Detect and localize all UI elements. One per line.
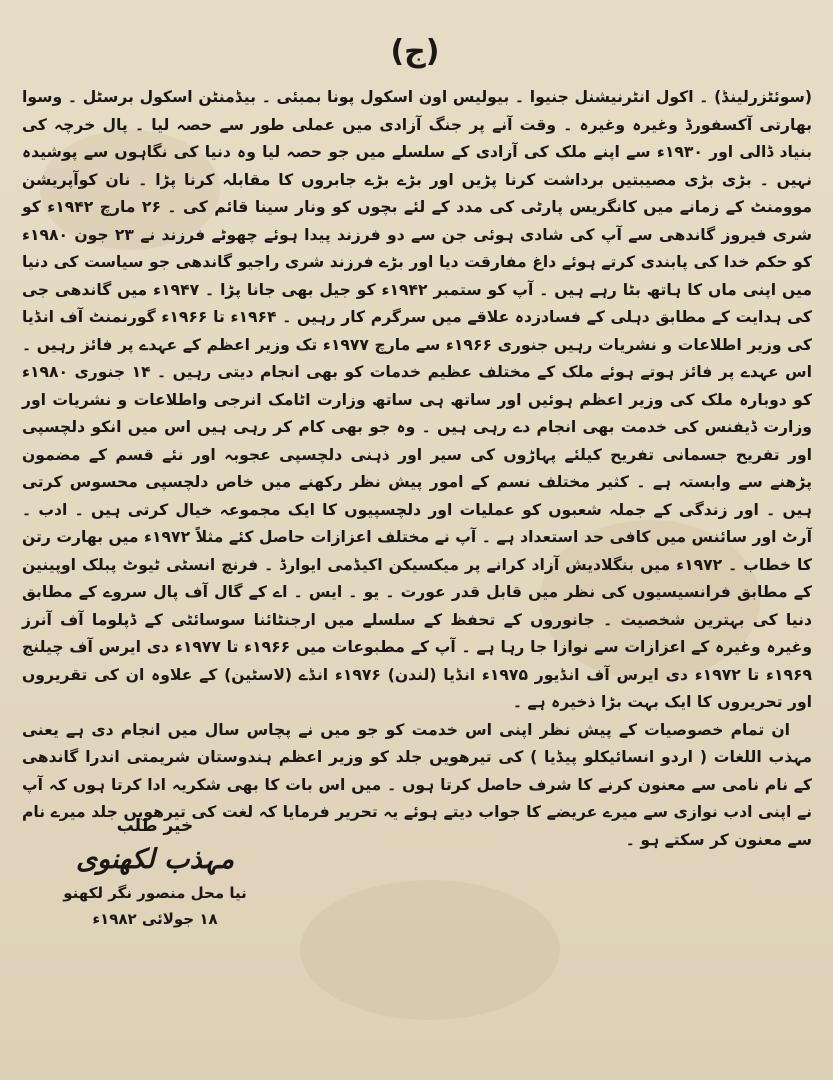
paragraph-biography: (سوئٹزرلینڈ) ۔ اکول انٹرنیشنل جنیوا ۔ بیولیس اون اسکول پونا بمبئی ۔ بیڈمنٹن اسکول برسٹل ۔ وسوا بھارتی آکسفورڈ وغیرہ وغیرہ ۔ وقت آنے پر جنگ آزادی میں عملی طور سے حصہ لیا ۔ پال خرچہ کی بنیاد ڈالی اور ۱۹۳۰ء سے اپنے ملک کی آزادی کے سلسلے میں جو حصہ لیا وہ دنیا کی نگاہوں سے پوشیدہ نہیں ۔ بڑی بڑی مصیبتیں برداشت کرنا پڑیں اور بڑے بڑے جابروں کا مقابلہ کرنا پڑا ۔ نان کوآپریشن موومنٹ کے زمانے میں کانگریس پارٹی کی مدد کے لئے بچوں کو ونار سینا قائم کی ۔ ۲۶ مارچ ۱۹۴۲ء کو شری فیروز گاندھی سے آپ کی شادی ہوئی جن سے دو فرزند پیدا ہوئے چھوٹے فرزند نے ۲۳ جون ۱۹۸۰ء کو حکم خدا کی پابندی کرتے ہوئے داغ مفارقت دیا اور بڑے فرزند شری راجیو گاندھی جو سیاست کی دنیا میں اپنی ماں کا ہاتھ بٹا رہے ہیں ۔ آپ کو ستمبر ۱۹۴۲ء کو جیل بھی جانا پڑا ۔ ۱۹۴۷ء میں گاندھی جی کی ہدایت کے مطابق دہلی کے فسادزدہ علاقے میں سرگرم کار رہیں ۔ ۱۹۶۴ء تا ۱۹۶۶ء گورنمنٹ آف انڈیا کی وزیر اطلاعات و نشریات رہیں جنوری ۱۹۶۶ء سے مارچ ۱۹۷۷ء تک وزیر اعظم کے عہدے پر فائز رہیں ۔ اس عہدے پر فائز ہوتے ہوئے ملک کے مختلف عظیم خدمات کو بھی انجام دیتی رہیں ۔ ۱۴ جنوری ۱۹۸۰ء کو دوبارہ ملک کی وزیر اعظم ہوئیں اور ساتھ ہی ساتھ وزارت اٹامک انرجی واطلاعات و نشریات اور وزارت ڈیفنس کی خدمت بھی انجام دے رہی ہیں ۔ وہ جو بھی کام کر رہی ہیں اس میں انکو دلچسپی اور تفریح جسمانی تفریح کیلئے پہاڑوں کی سیر اور ذہنی دلچسپی عجوبہ اور نئے قسم کے مضمون پڑھنے سے وابستہ ہے ۔ کثیر مختلف نسم کے امور پیش نظر رکھنے میں خاص دلچسپی محسوس کرتی ہیں ۔ اور زندگی کے جملہ شعبوں کو عملیات اور دلچسپیوں کا ایک مجموعہ خیال کرتی ہیں ۔ ادب ۔ آرٹ اور سائنس میں کافی حد استعداد ہے ۔ آپ نے مختلف اعزازات حاصل کئے مثلاً ۱۹۷۲ء میں بھارت رتن کا خطاب ۔ ۱۹۷۲ء میں بنگلادیش آزاد کرانے پر میکسیکن اکیڈمی ایوارڈ ۔ فرنچ انسٹی ٹیوٹ پبلک اوپینین کے مطابق فرانسیسیوں کی نظر میں قابل قدر عورت ۔ یو ۔ ایس ۔ اے کے گال آف پال سروے کے مطابق دنیا کی بہترین شخصیت ۔ جانوروں کے تحفظ کے سلسلے میں ارجنٹائنا سوسائٹی کے ڈپلوما آف آنرز وغیرہ وغیرہ کے اعزازات سے نوازا جا رہا ہے ۔ آپ کے مطبوعات میں ۱۹۶۶ء تا ۱۹۷۷ء دی ایرس آف چیلنج ۱۹۶۹ء تا ۱۹۷۲ء دی ایرس آف انڈیور ۱۹۷۵ء انڈیا (لندن) ۱۹۷۶ء انڈے (لاسٹین) کے علاوہ ان کی تقریروں اور تحریروں کا ایک بہت بڑا ذخیرہ ہے ۔ [22,88,813,711]
signature-name: مہذب لکھنوی [75,844,235,875]
page-number: (ج) [390,34,440,69]
paragraph-dedication: ان تمام خصوصیات کے پیش نظر اپنی اس خدمت کو جو میں نے پچاس سال میں انجام دی ہے یعنی مہذب اللغات ( اردو انسائیکلو پیڈیا ) کی تیرھویں جلد کو وزیر اعظم ہندوستان شریمتی اندرا گاندھی کے نام نامی سے معنون کرنے کا شرف حاصل کرتا ہوں ۔ میں اس بات کا بھی شکریہ ادا کرتا ہوں کہ آپ نے اپنی ادب نوازی سے میرے عریضے کا جواب دیتے ہوئے یہ تحریر فرمایا کہ لغت کی تیرھویں جلد میرے نام سے معنون کر سکتے ہو ۔ [22,720,812,849]
signature-date: ۱۸ جولائی ۱۹۸۲ء [92,910,218,928]
paper-stain [300,880,560,1020]
signature-address: نیا محل منصور نگر لکھنو [63,884,247,902]
signature-block [60,812,250,932]
signature-closing: خیر طلب [116,816,194,836]
